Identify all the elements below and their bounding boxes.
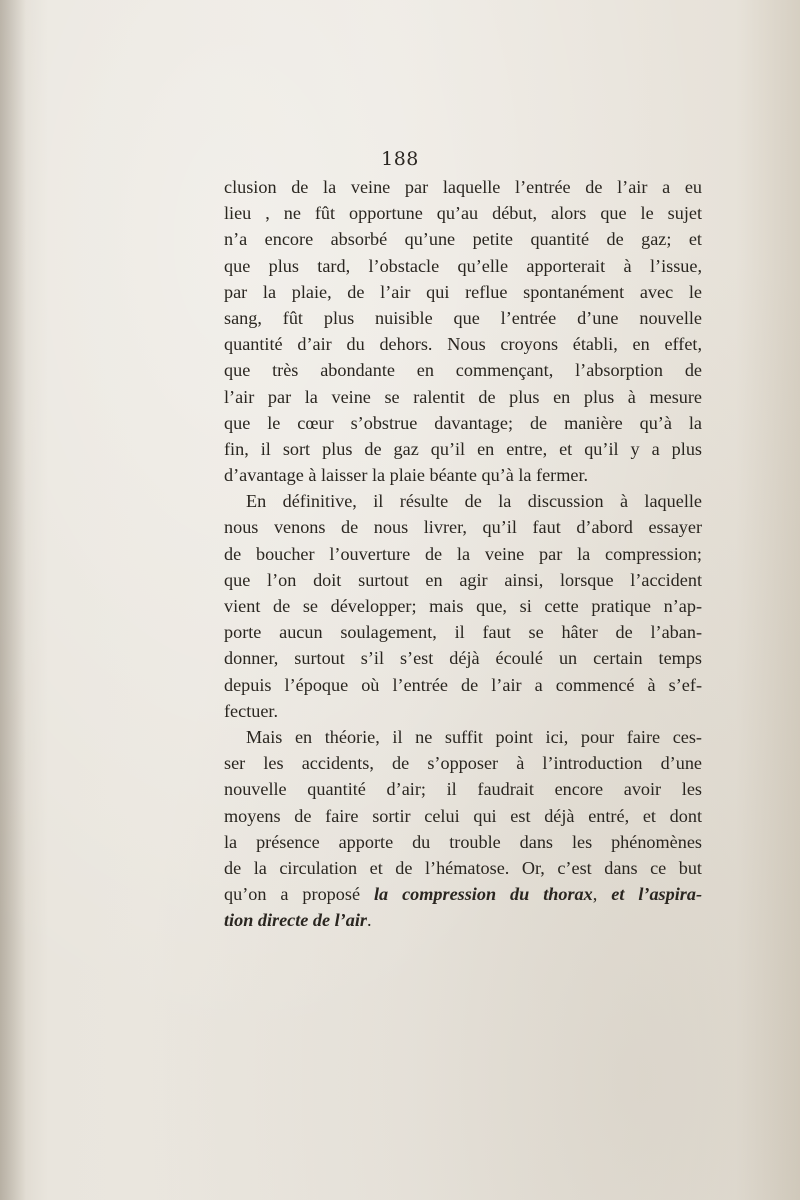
binding-shadow xyxy=(0,0,26,1200)
text-line: depuis l’époque où l’entrée de l’air a commencé à s’ef- xyxy=(224,674,702,695)
text-line: clusion de la veine par laquelle l’entrée de l’air a eu xyxy=(224,177,702,197)
text-line: lieu , ne fût opportune qu’au début, alors que le sujet xyxy=(224,203,702,224)
text-line: ser les accidents, de s’opposer à l’introduction d’une xyxy=(224,753,702,774)
text-line: quantité d’air du dehors. Nous croyons établi, en effet, xyxy=(224,334,702,355)
text-line: l’air par la veine se ralentit de plus en plus à mesure xyxy=(224,386,702,407)
text-line: de boucher l’ouverture de la veine par la compression; xyxy=(224,543,702,564)
text-line: fectuer. xyxy=(224,700,279,721)
text-line: nouvelle quantité d’air; il faudrait encore avoir les xyxy=(224,779,702,800)
text-line: de la circulation et de l’hématose. Or, c’est dans ce but xyxy=(224,857,702,878)
text-line: par la plaie, de l’air qui reflue spontanément avec le xyxy=(224,281,702,302)
italic-phrase: et l’aspira- xyxy=(611,884,702,905)
text-line-italic-a xyxy=(224,881,702,907)
text-line: donner, surtout s’il s’est déjà écoulé un certain temps xyxy=(224,648,702,669)
text-line: que le cœur s’obstrue davantage; de manière qu’à la xyxy=(224,412,702,433)
text-line: d’avantage à laisser la plaie béante qu’à la fermer. xyxy=(224,465,589,486)
text-line: vient de se développer; mais que, si cette pratique n’ap- xyxy=(224,596,702,616)
text-line: que plus tard, l’obstacle qu’elle apporterait à l’issue, xyxy=(224,255,702,276)
text-line: porte aucun soulagement, il faut se hâter de l’aban- xyxy=(224,622,702,643)
italic-phrase: la compression du thorax xyxy=(373,884,593,905)
text-line: que l’on doit surtout en agir ainsi, lorsque l’accident xyxy=(224,569,702,590)
text-fragment: . xyxy=(366,910,372,931)
text-line: moyens de faire sortir celui qui est déjà entré, et dont xyxy=(224,805,702,826)
body-text xyxy=(224,174,702,933)
text-fragment: , xyxy=(592,884,612,905)
text-line: Mais en théorie, il ne suffit point ici, pour faire ces- xyxy=(246,726,702,747)
text-line: En définitive, il résulte de la discussion à laquelle xyxy=(246,491,702,512)
page-number-text: 188 xyxy=(381,148,419,170)
text-line-italic-b xyxy=(224,907,702,933)
text-fragment: qu’on a proposé xyxy=(224,884,374,905)
page-number xyxy=(56,148,800,170)
text-line: que très abondante en commençant, l’absorption de xyxy=(224,360,702,381)
italic-phrase: tion directe de l’air xyxy=(224,910,367,931)
text-line: la présence apporte du trouble dans les phénomènes xyxy=(224,831,702,852)
text-line: n’a encore absorbé qu’une petite quantité de gaz; et xyxy=(224,229,702,250)
text-line: fin, il sort plus de gaz qu’il en entre, et qu’il y a plus xyxy=(224,438,702,459)
text-line: sang, fût plus nuisible que l’entrée d’une nouvelle xyxy=(224,307,702,328)
text-line: nous venons de nous livrer, qu’il faut d’abord essayer xyxy=(224,517,702,538)
